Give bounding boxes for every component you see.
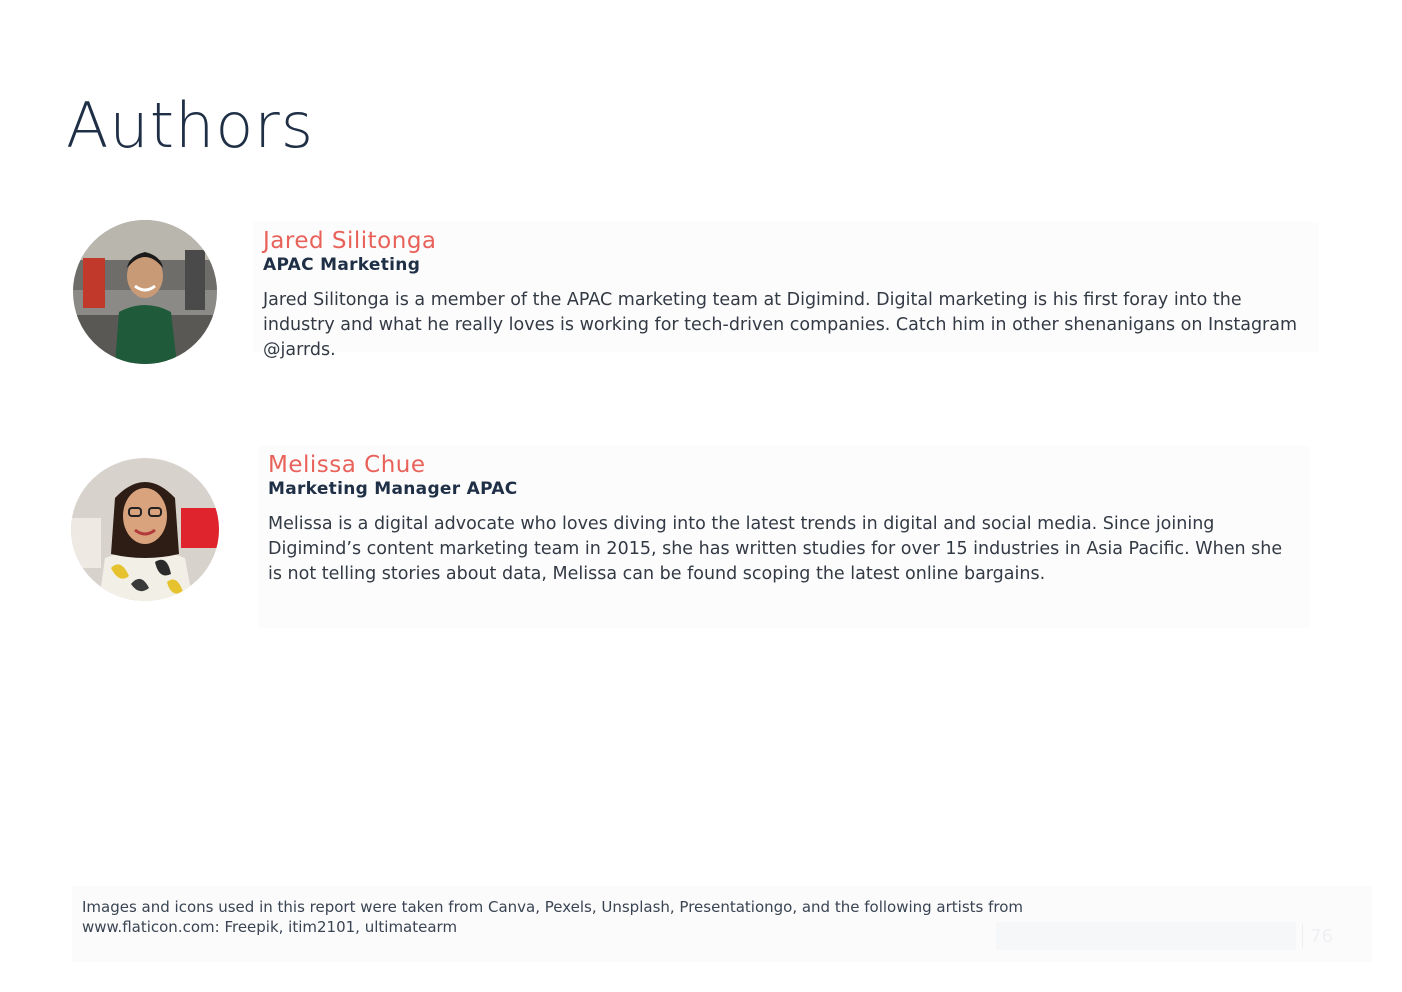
author-bio-jared: Jared Silitonga is a member of the APAC marketing team at Digimind. Digital marketing is his first foray into the industry and what he really loves is working for tech-driven companies. Catch him in other shenanigans on Instagram @jarrds. <box>263 290 1298 360</box>
avatar-photo-jared <box>73 220 217 364</box>
footer-divider <box>1302 924 1303 948</box>
page-number: 76 <box>1310 926 1333 947</box>
author-role-jared: APAC Marketing <box>263 255 421 275</box>
avatar-photo-melissa <box>71 458 219 601</box>
footer-bar <box>996 922 1296 950</box>
author-name-melissa: Melissa Chue <box>268 452 426 478</box>
avatar-jared <box>73 220 217 364</box>
page-title: Authors <box>66 89 315 162</box>
avatar-melissa <box>71 458 219 601</box>
author-bio-melissa: Melissa is a digital advocate who loves diving into the latest trends in digital and social media. Since joining Digimind’s content marketing team in 2015, she has written studies for over 15 industries in Asia Pacific. When she is not telling stories about data, Melissa can be found scoping the latest online bargains. <box>268 514 1283 584</box>
image-credits: Images and icons used in this report were taken from Canva, Pexels, Unsplash, Presentationgo, and the following artists from www.flaticon.com: Freepik, itim2101, ultimatearm <box>82 898 1024 936</box>
author-name-jared: Jared Silitonga <box>263 228 437 254</box>
author-role-melissa: Marketing Manager APAC <box>268 479 518 499</box>
